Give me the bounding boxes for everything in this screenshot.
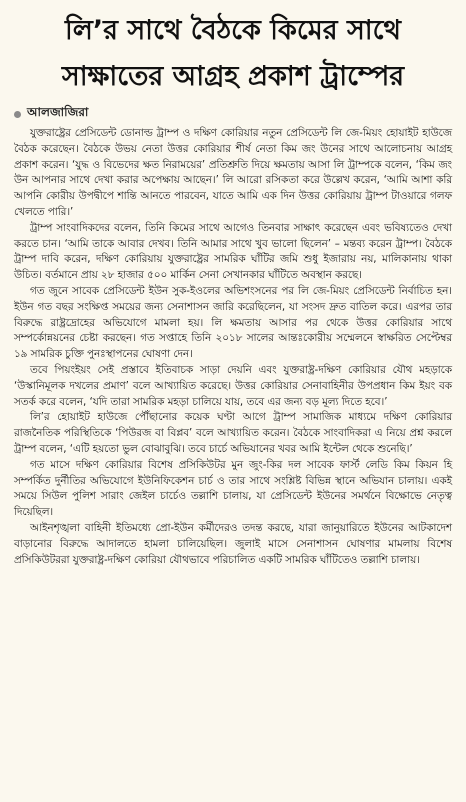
source-name: আলজাজিরা — [27, 105, 89, 119]
bullet-dot-icon — [14, 111, 21, 118]
paragraph-1: যুক্তরাষ্ট্রের প্রেসিডেন্ট ডোনাল্ড ট্রাম্প ও দক্ষিণ কোরিয়ার নতুন প্রেসিডেন্ট লি জে-মিয়ং হোয়াইট হাউজে বৈঠক করেছেন। বৈঠকে উভয় নেতা উত্তর কোরিয়ার শীর্ষ নেতা কিম জং উনের সাথে আলোচনায় আগ্রহ প্রকাশ করেন। ‘যুদ্ধ ও বিভেদের ক্ষত নিরাময়ের’ প্রতিশ্রুতি দিয়ে ক্ষমতায় আসা লি ট্রাম্পকে বলেন, ‘কিম জং উন আপনার সাথে দেখা করার অপেক্ষায় আছেন।’ লি আরো রসিকতা করে উল্লেখ করেন, ‘আমি আশা করি আপনি কোরীয় উপদ্বীপে শান্তি আনতে পারবেন, যাতে আমি এক দিন উত্তর কোরিয়ায় ট্রাম্প টাওয়ারে গলফ খেলতে পারি।’ — [14, 127, 452, 218]
paragraph-4: তবে পিয়ংইয়ং সেই প্রস্তাবে ইতিবাচক সাড়া দেয়নি এবং যুক্তরাষ্ট্র-দক্ষিণ কোরিয়ার যৌথ মহড়াকে ‘উস্কানিমূলক দখলের প্রমাণ’ বলে আখ্যায়িত করেছে। উত্তর কোরিয়ার সেনাবাহিনীর উপপ্রধান কিম ইয়ং বক সতর্ক করে বলেন, ‘যদি তারা সামরিক মহড়া চালিয়ে যায়, তবে এর জন্য বড় মূল্য দিতে হবে।’ — [14, 363, 452, 408]
headline-line-1: লি’র সাথে বৈঠকে কিমের সাথে — [65, 15, 401, 46]
paragraph-2: ট্রাম্প সাংবাদিকদের বলেন, তিনি কিমের সাথে আগেও তিনবার সাক্ষাৎ করেছেন এবং ভবিষ্যতেও দেখা করতে চান। ‘আমি তাকে আবার দেখব। তিনি আমার সাথে খুব ভালো ছিলেন’ – মন্তব্য করেন ট্রাম্প। বৈঠকে ট্রাম্প দাবি করেন, দক্ষিণ কোরিয়ায় যুক্তরাষ্ট্রের সামরিক ঘাঁটির জমি শুধু ইজারায় নয়, মালিকানায় থাকা উচিত। বর্তমানে প্রায় ২৮ হাজার ৫০০ মার্কিন সেনা সেখানকার ঘাঁটিতে অবস্থান করছে। — [14, 221, 452, 282]
paragraph-3: গত জুনে সাবেক প্রেসিডেন্ট ইউন সুক-ইওলের অভিশংসনের পর লি জে-মিয়ং প্রেসিডেন্ট নির্বাচিত হন। ইউন গত বছর সংক্ষিপ্ত সময়ের জন্য সেনাশাসন জারি করেছিলেন, যা সংসদ দ্রুত বাতিল করে। এরপর তার বিরুদ্ধে রাষ্ট্রদ্রোহের অভিযোগে মামলা হয়। লি ক্ষমতায় আসার পর থেকে উত্তর কোরিয়ার সাথে সম্পর্কোন্নয়নের চেষ্টা করছেন। গত সপ্তাহে তিনি ২০১৮ সালের আন্তঃকোরীয় সম্মেলনে স্বাক্ষরিত সেপ্টেম্বর ১৯ সামরিক চুক্তি পুনঃস্থাপনের ঘোষণা দেন। — [14, 284, 452, 361]
paragraph-6: গত মাসে দক্ষিণ কোরিয়ার বিশেষ প্রসিকিউটর মুন জুং-কির দল সাবেক ফার্স্ট লেডি কিম কিয়ন হি সম্পর্কিত দুর্নীতির অভিযোগে ইউনিফিকেশন চার্চ ও তার সাথে সংশ্লিষ্ট বিভিন্ন স্থানে অভিযান চালায়। একই সময়ে সিউল পুলিশ সারাং জেইল চার্চেও তল্লাশি চালায়, যা প্রেসিডেন্ট ইউনের সমর্থনে বিক্ষোভে নেতৃত্ব দিয়েছিল। — [14, 458, 452, 519]
headline-line-2: সাক্ষাতের আগ্রহ প্রকাশ ট্রাম্পের — [61, 61, 405, 92]
headline — [14, 8, 452, 100]
article-body — [14, 126, 452, 568]
paragraph-5: লি’র হোয়াইট হাউজে পৌঁছানোর কয়েক ঘণ্টা আগে ট্রাম্প সামাজিক মাধ্যমে দক্ষিণ কোরিয়ার রাজনৈতিক পরিস্থিতিকে ‘পিউরজ বা বিপ্লব’ বলে আখ্যায়িত করেন। বৈঠকে সাংবাদিকরা এ নিয়ে প্রশ্ন করলে ট্রাম্প বলেন, ‘এটি হয়তো ভুল বোঝাবুঝি। তবে চার্চে অভিযানের খবর আমি ইন্টেল থেকে শুনেছি।’ — [14, 411, 452, 455]
source-byline — [14, 106, 452, 122]
paragraph-7: আইনশৃঙ্খলা বাহিনী ইতিমধ্যে প্রো-ইউন কর্মীদেরও তদন্ত করছে, যারা জানুয়ারিতে ইউনের আটকাদেশ বাড়ানোর বিরুদ্ধে আদালতে হামলা চালিয়েছিল। জুলাই মাসে সেনাশাসন ঘোষণার মামলায় বিশেষ প্রসিকিউটররা যুক্তরাষ্ট্র-দক্ষিণ কোরিয়া যৌথভাবে পরিচালিত একটি সামরিক ঘাঁটিতেও তল্লাশি চালায়। — [14, 521, 452, 566]
